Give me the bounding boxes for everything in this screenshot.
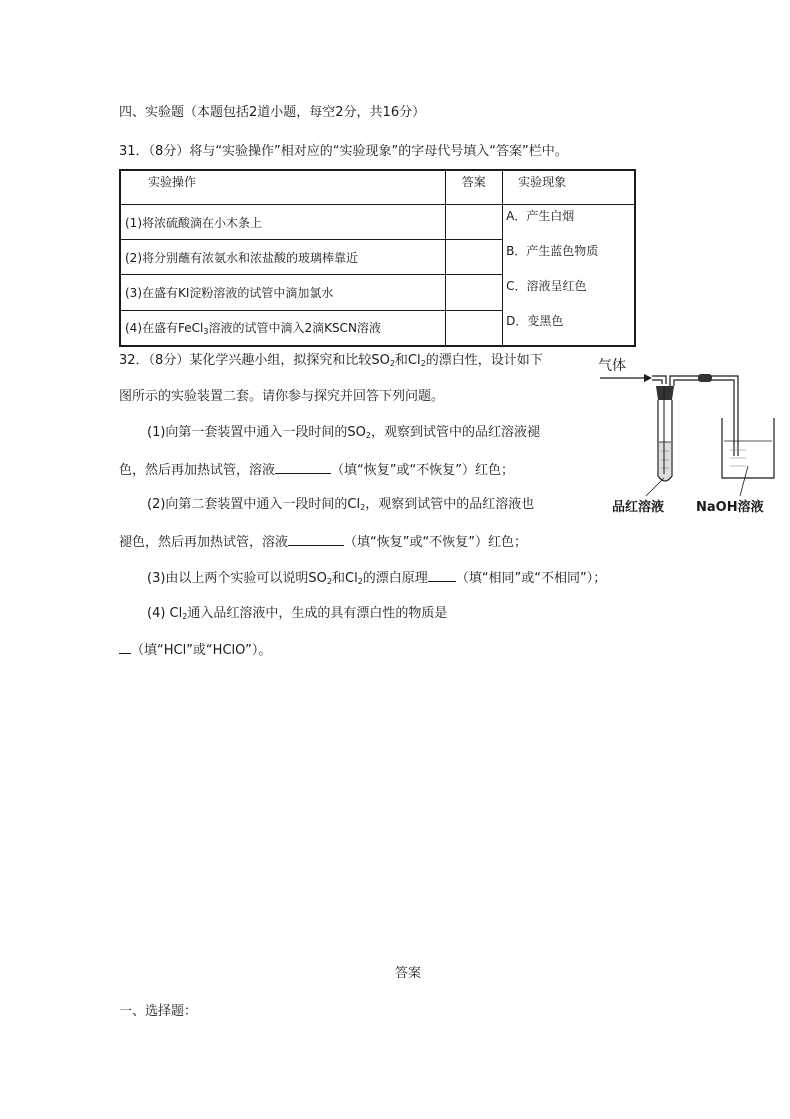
outlet-tube [670,376,738,456]
observations-cell [503,205,635,347]
answers-section-heading: 一、选择题： [119,1004,198,1019]
observation-item: A．产生白烟 [506,209,575,223]
header-operation: 实验操作 [120,170,445,205]
observation-item: B．产生蓝色物质 [506,244,599,258]
answer-blank[interactable] [288,533,344,546]
apparatus-figure [598,356,778,521]
answer-blank[interactable] [428,569,456,582]
q32-line2: 图所示的实验装置二套。请你参与探究并回答下列问题。 [119,389,445,404]
q32-part1-line2: 色，然后再加热试管，溶液 （填“恢复”或“不恢复”）红色； [119,463,514,478]
operation-cell: (4)在盛有FeCl$_3$溶液的试管中滴入2滴KSCN溶液 [120,310,445,346]
table-row [120,205,635,240]
table-header-row [120,170,635,205]
q32-part2-line2: 褪色，然后再加热试管，溶液 （填“恢复”或“不恢复”）红色； [119,535,527,550]
q32-part2-line1: (2)向第二套装置中通入一段时间的$Cl_2$，观察到试管中的品红溶液也 [147,497,535,512]
inlet-tube [652,376,666,384]
header-observation: 实验现象 [503,170,635,205]
left-solution-label: 品红溶液 [612,500,665,515]
q31-table [119,169,636,347]
beaker [722,418,774,478]
gas-arrow-head [644,374,652,382]
right-solution-label: NaOH溶液 [696,500,764,515]
operation-cell: (3)在盛有KI淀粉溶液的试管中滴加氯水 [120,275,445,310]
answers-title: 答案 [395,966,422,981]
answer-blank[interactable] [119,641,131,654]
rubber-connector [698,374,712,382]
q32-line1: 32．（8分）某化学兴趣小组，拟探究和比较$SO_2$和$Cl_2$的漂白性，设计如下 [119,353,543,368]
section-heading: 四、实验题（本题包括2道小题，每空2分，共16分） [119,105,426,120]
q32-part4-line2: （填“HCl”或“HClO”）。 [119,641,271,659]
answer-cell[interactable] [445,205,503,240]
answer-blank[interactable] [275,461,331,474]
q32-part3: (3)由以上两个实验可以说明$SO_2$和$Cl_2$的漂白原理 （填“相同”或“不相同”）； [147,571,607,586]
operation-cell: (1)将浓硫酸滴在小木条上 [120,205,445,240]
operation-cell: (2)将分别蘸有浓氨水和浓盐酸的玻璃棒靠近 [120,240,445,275]
apparatus-diagram [598,356,778,521]
answer-cell[interactable] [445,240,503,275]
observation-item: D．变黑色 [506,314,564,328]
stopper [656,386,674,400]
observation-item: C．溶液呈红色 [506,279,587,293]
answer-cell[interactable] [445,275,503,310]
header-answer: 答案 [445,170,503,205]
gas-label: 气体 [598,358,626,374]
answer-cell[interactable] [445,310,503,346]
q31-intro: 31．（8分）将与“实验操作”相对应的“实验现象”的字母代号填入“答案”栏中。 [119,144,568,159]
q32-part4-line1: (4) $Cl_2$通入品红溶液中，生成的具有漂白性的物质是 [147,606,448,621]
q32-part1-line1: (1)向第一套装置中通入一段时间的$SO_2$，观察到试管中的品红溶液褪 [147,425,541,440]
test-tube-liquid [659,442,671,480]
